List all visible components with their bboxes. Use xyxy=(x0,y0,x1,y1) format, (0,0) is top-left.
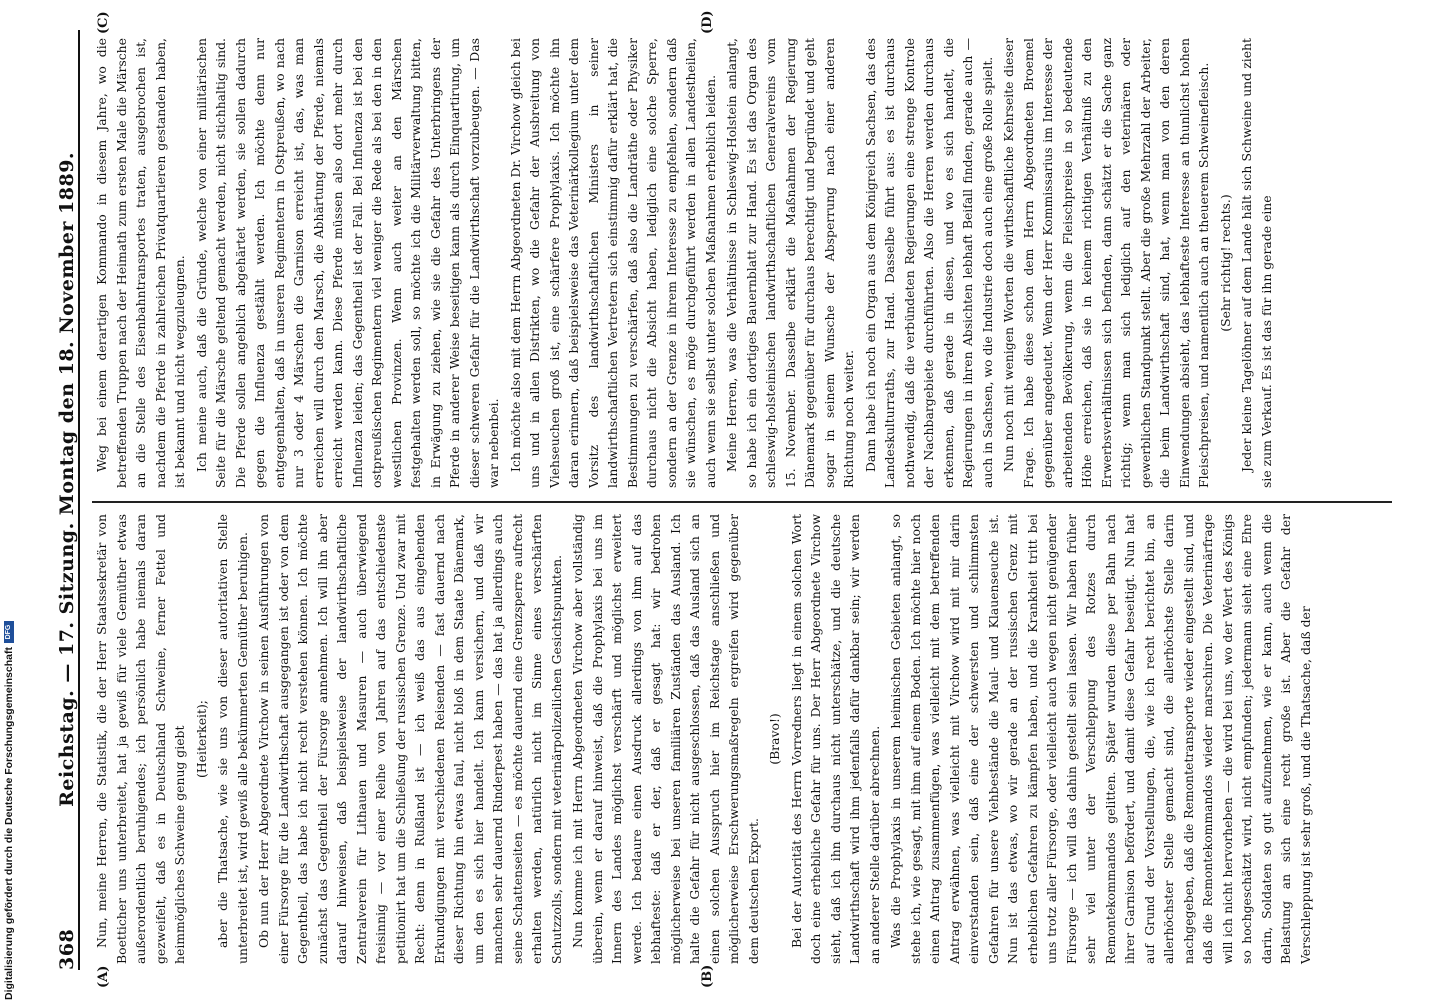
paragraph: Jeder kleine Tagelöhner auf dem Lande hält sich Schweine und zieht sie zum Verkauf. Es ist das für ihn gerade eine xyxy=(1239,38,1274,488)
margin-mark-a: (A) xyxy=(96,965,111,988)
paragraph: Ich möchte also mit dem Herrn Abgeordneten Dr. Virchow gleich bei uns und in allen Distrikten, wo die Gefahr der Ausbreitung von Viehseuchen groß ist, eine schärfere Prophylaxis. Ich möchte ihn daran erinnern, daß beispielsweise das Veterinärkollegium unter dem Vorsitz des landwirthschaftlichen Ministers in seiner landwirthschaftlichen Vertretern sich einstimmig dafür erklärt hat, die Bestimmungen zu verschärfen, daß also die Landräthe oder Physiker durchaus nicht die Absicht haben, lediglich eine solche Sperre, sondern an der Grenze in ihrem Interesse zu empfehlen, sondern daß sie wünschen, es möge durchgeführt werden in allen Landestheilen, auch wenn sie selbst unter solchen Maßnahmen erheblich leiden. xyxy=(507,38,718,488)
left-column xyxy=(92,514,1317,964)
paragraph: Nun komme ich mit Herrn Abgeordneten Virchow aber vollständig überein, wenn er darauf hinweist, daß die Prophylaxis bei uns im Innern des Landes möglichst verschärft und möglichst erweitert werde. Ich bedaure einen Ausdruck allerdings von ihm auf das lebhafteste: daß er der, daß er gesagt hat: wir bedrohen möglicherweise bei unseren familiären Zuständen das Ausland. Ich halte die Gefahr für nicht ausgeschlossen, daß das Ausland sich an einen solchen Ausspruch hier im Reichstage anschließen und möglicherweise Erschwerungsmaßregeln ergreifen wird gegenüber dem deutschen Export. xyxy=(570,514,761,964)
paragraph: Was die Prophylaxis in unserem heimischen Gebieten anlangt, so stehe ich, wie gesagt, mit ihm auf einem Boden. Ich möchte hier noch einen Antrag zusammenfügen, was vielleicht mit dem betreffenden Antrag erwähnen, was vielleicht mit Virchow wird mit mir darin einverstanden sein, daß eine der schwersten und schlimmsten Gefahren für unsere Viehbestände die Maul- und Klauenseuche ist. Nun ist das etwas, wo wir gerade an der russischen Grenz mit erheblichen Gefahren zu kämpfen haben, und die Krankheit tritt bei uns trotz aller Fürsorge, oder vielleicht auch wegen nicht genügender Fürsorge — ich will das dahin gestellt sein lassen. Wir haben früher sehr viel unter der Verschleppung des Rotzes durch Remontekommandos gelitten. Später wurden diese per Bahn nach ihrer Garnison befördert, und damit diese Gefahr beseitigt. Nun hat auf Grund der Vorstellungen, die, wie ich recht berichtet bin, an allerhöchster Stelle gemacht sind, die allerhöchste Stelle darin nachgegeben, daß die Remontetransporte wieder eingestellt sind, und daß die Remontekommandos wieder marschiren. Die Veterinärfrage will ich nicht hervorheben — die wird bei uns, wo der Wert des Königs so hochgeschätzt wird, nicht empfunden; jedermann sieht eine Ehre darin, Soldaten so gut aufzunehmen, wie er kann, auch wenn die Belastung an sich eine recht große ist. Aber die Gefahr der Verschleppung ist sehr groß, und die Thatsache, daß der xyxy=(888,514,1313,964)
paragraph: Nun noch mit wenigen Worten die wirthschaftliche Kehrseite dieser Frage. Ich habe diese schon dem Herrn Abgeordneten Broemel gegenüber angedeutet. Wenn der Herr Kommissarius im Interesse der arbeitenden Bevölkerung, wenn die Fleischpreise in so bedeutende Höhe erreichen, daß sie in keinem richtigen Verhältniß zu den Erwerbsverhältnissen sich befinden, dann schätzt er die Sache ganz richtig; wenn man sich lediglich auf den veterinären oder gewerblichen Standpunkt stellt. Aber die große Mehrzahl der Arbeiter, die beim Landwirthschaft sind, hat, wenn man von den deren Einwendungen absieht, das lebhafteste Interesse an thunlichst hohen Fleischpreisen, und namentlich auch an theuerem Schweinefleisch. xyxy=(1001,38,1211,488)
paragraph: Nun, meine Herren, die Statistik, die der Herr Staatssekretär von Boetticher uns unterbreitet, hat ja gewiß für viele Gemüther etwas außerordentlich beruhigendes; ich persönlich habe niemals daran gezweifelt, daß es in Deutschland Schweine, ferner Fettel und heimmögliches Schweine genug giebt xyxy=(94,514,187,964)
credit-text: Digitalisierung gefördert durch die Deutsche Forschungsgemeinschaft xyxy=(3,647,15,1000)
paragraph: Weg bei einem derartigen Kommando in diesem Jahre, wo die betreffenden Truppen nach der Heimath zum ersten Male die Märsche an die Stelle des Eisenbahntransportes traten, ausgebrochen ist, nachdem die Pferde in zahlreichen Privatquartieren gestanden haben, ist bekannt und nicht wegzuleugnen. xyxy=(94,38,187,488)
paragraph: Ob nun der Herr Abgeordnete Virchow in seinen Ausführungen von einer Fürsorge für die Landwirthschaft ausgegangen ist oder von dem Gegentheil, das habe ich nicht recht verstehen können. Ich möchte zunächst das Gegentheil der Fürsorge annehmen. Ich will ihn aber darauf hinweisen, daß beispielsweise der landwirthschaftliche Zentralverein für Lithauen und Masuren — auch überwiegend freisinnig — vor einer Reihe von Jahren auf das entschiedenste petitionirt hat um die Schließung der russischen Grenze. Und zwar mit Recht: denn in Rußland ist — ich weiß das aus eingehenden Erkundigungen mit verschiedenen Reisenden — fast dauernd nach dieser Richtung hin etwas faul, nicht bloß in dem Staate Dänemark, um den es sich hier handelt. Ich kann versichern, und daß wir manchen sehr dauernd Rinderpest haben — das hat ja allerdings auch seine Schattenseiten — es möchte dauernd eine Grenzsperre aufrecht erhalten werden, natürlich nicht im Sinne eines verschärften Schutzzolls, sondern mit veterinärpolizeilichen Gesichtspunkten. xyxy=(256,514,564,964)
paragraph: (Heiterkeit); xyxy=(193,700,209,778)
right-column xyxy=(92,38,1278,488)
page-number: 368 xyxy=(56,928,78,970)
paragraph: (Bravo!) xyxy=(767,713,782,765)
paragraph: aber die Thatsache, wie sie uns von dieser autoritativen Stelle unterbreitet ist, wird gewiß alle bekümmerten Gemüther beruhigen. xyxy=(215,514,250,964)
paragraph: Meine Herren, was die Verhältnisse in Schleswig-Holstein anlangt, so habe ich ein dortiges Bauernblatt zur Hand. Es ist das Organ des schleswig-holsteinischen landwirthschaftlichen Generalvereins vom 15. November. Dasselbe erklärt die Maßnahmen der Regierung Dänemark gegenüber für durchaus berechtigt und begründet und geht sogar in seinem Wunsche der Absperrung nach einer anderen Richtung noch weiter. xyxy=(724,38,856,488)
paragraph: Dann habe ich noch ein Organ aus dem Königreich Sachsen, das des Landeskulturraths, zur Hand. Dasselbe führt aus: es ist durchaus nothwendig, daß die verbündeten Regierungen eine strenge Kontrole der Nachbargebiete durchführten. Also die Herren werden durchaus erkennen, daß gerade in diesen, und wo es sich handelt, die Regierungen in ihren Absichten lebhaft Beifall finden, gerade auch — auch in Sachsen, wo die Industrie doch auch eine große Rolle spielt. xyxy=(862,38,995,488)
digitization-credit xyxy=(3,0,15,1000)
paragraph: Bei der Autorität des Herrn Vorredners liegt in einem solchen Wort doch eine erhebliche Gefahr für uns. Der Herr Abgeordnete Virchow sieht, daß ich ihn durchaus nicht unterschätze, und die deutsche Landwirthschaft wird ihm jedenfalls dafür dankbar sein; wir werden an anderer Stelle darüber abrechnen. xyxy=(788,514,882,964)
page-header xyxy=(42,30,80,970)
page-title: Reichstag. — 17. Sitzung. Montag den 18. November 1889. xyxy=(56,151,78,807)
margin-mark-b: (B) xyxy=(700,964,715,988)
margin-mark-d: (D) xyxy=(700,10,715,34)
margin-mark-c: (C) xyxy=(96,11,111,34)
column-divider xyxy=(92,501,1392,503)
paragraph: Ich meine auch, daß die Gründe, welche von einer militärischen Seite für die Märsche geltend gemacht werden, nicht stichhaltig sind. Die Pferde sollen angeblich abgehärtet werden, sie sollen dadurch gegen die Influenza gestählt werden. Ich möchte denn nur entgegenhalten, daß in unseren Regimentern in Ostpreußen, wo nach nur 3 oder 4 Märschen die Garnison erreicht ist, das, was man erreichen will durch den Marsch, die Abhärtung der Pferde, niemals erreicht werden kann. Diese Pferde müssen also dort mehr durch Influenza leiden; das Gegentheil ist der Fall. Bei Influenza ist bei den ostpreußischen Regimentern viel weniger die Rede als bei den in den westlichen Provinzen. Wenn auch weiter an den Märschen festgehalten werden soll, so möchte ich die Militärverwaltung bitten, in Erwägung zu ziehen, wie sie die Gefahr des Unterbringens der Pferde in anderer Weise beseitigen kann als durch Einquartirung, um dieser schweren Gefahr für die Landwirthschaft vorzubeugen. — Das war nebenbei. xyxy=(193,38,501,488)
dfg-logo-icon: DFG xyxy=(4,621,14,643)
paragraph: (Sehr richtig! rechts.) xyxy=(1217,194,1233,332)
